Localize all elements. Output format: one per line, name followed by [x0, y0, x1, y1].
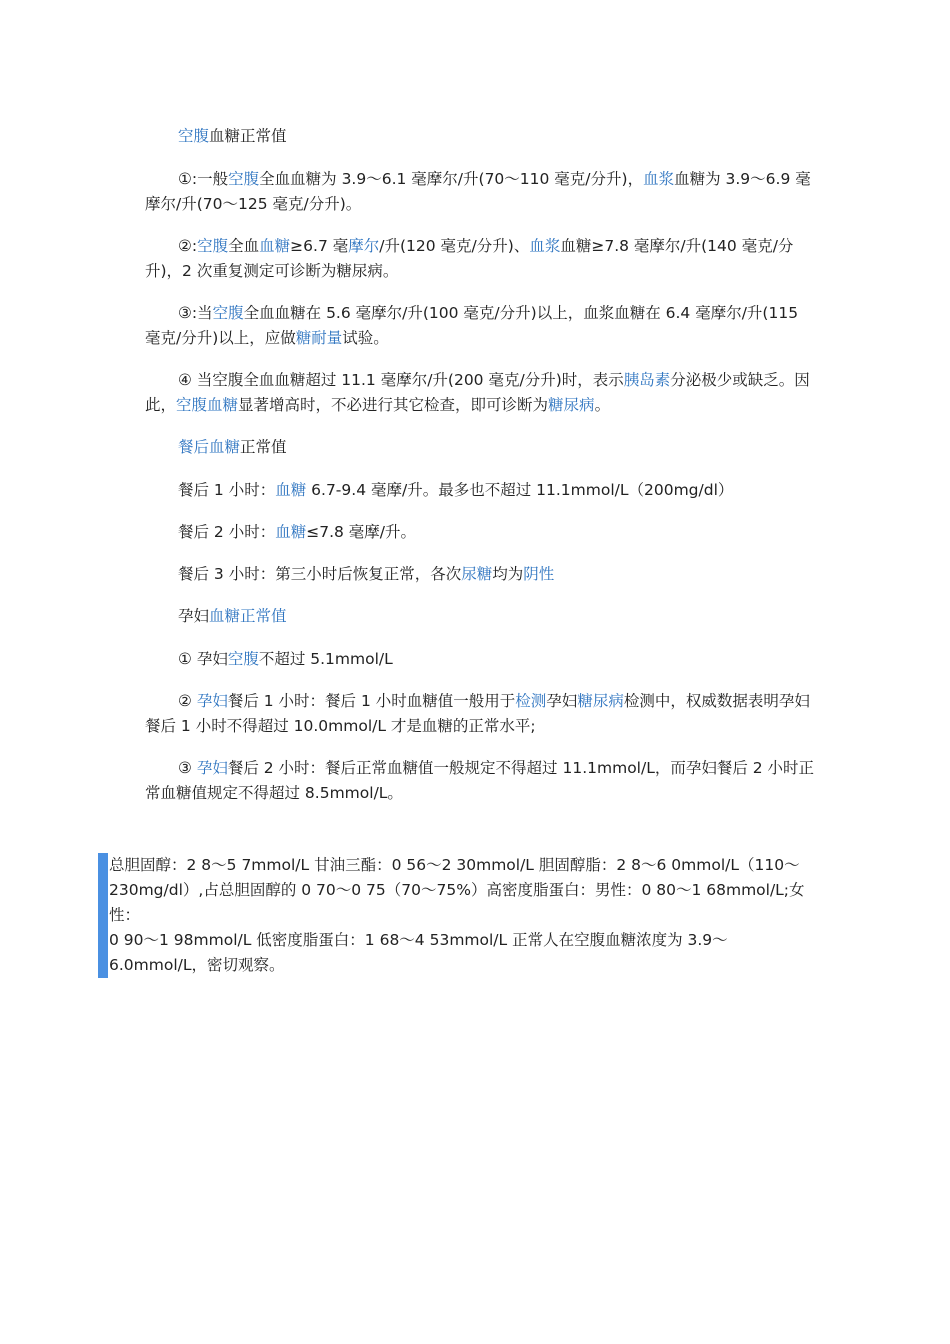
- paragraph-pregnant-3: [145, 756, 815, 806]
- paragraph-postmeal-3: [145, 562, 815, 587]
- text-segment: ②:: [178, 237, 198, 255]
- text-segment: 不超过 5.1mmol/L: [258, 650, 393, 668]
- keyword-link[interactable]: 血糖: [275, 523, 307, 541]
- keyword-link[interactable]: 血糖: [275, 481, 307, 499]
- keyword-link[interactable]: 空腹: [197, 237, 229, 255]
- keyword-link[interactable]: 空腹: [228, 170, 260, 188]
- text-segment: 餐后 2 小时：: [178, 523, 276, 541]
- text-segment: 试验。: [342, 329, 389, 347]
- note-line: 6.0mmol/L，密切观察。: [109, 956, 285, 974]
- text-segment: 餐后 2 小时：餐后正常血糖值一般规定不得超过 11.1mmol/L，而孕妇餐后 2 小时正常血糖值规定不得超过 8.5mmol/L。: [145, 759, 815, 802]
- text-segment: 分泌极少或缺乏。因此，: [145, 371, 810, 414]
- cholesterol-note: [98, 853, 829, 978]
- keyword-link[interactable]: 糖尿病: [548, 396, 595, 414]
- keyword-link[interactable]: 孕妇: [196, 759, 228, 777]
- text-segment: 全血血糖为 3.9～6.1 毫摩尔/升(70～110 毫克/分升)，: [259, 170, 644, 188]
- article-body: [145, 124, 815, 823]
- paragraph-postmeal-1: [145, 478, 815, 503]
- keyword-link[interactable]: 尿糖: [461, 565, 493, 583]
- paragraph-pregnant-2: [145, 689, 815, 739]
- keyword-link[interactable]: 糖耐量: [295, 329, 343, 347]
- text-segment: 。: [594, 396, 611, 414]
- keyword-link[interactable]: 糖尿病: [577, 692, 624, 710]
- keyword-link[interactable]: 检测: [515, 692, 547, 710]
- section-heading-pregnant-heading: [145, 604, 815, 629]
- keyword-link[interactable]: 空腹: [178, 127, 210, 145]
- text-segment: 血糖正常值: [209, 127, 287, 145]
- paragraph-pregnant-1: [145, 647, 815, 672]
- keyword-link[interactable]: 血浆: [643, 170, 675, 188]
- text-segment: 孕妇: [546, 692, 578, 710]
- text-segment: /升(120 毫克/分升)、: [379, 237, 530, 255]
- text-segment: 均为: [492, 565, 524, 583]
- keyword-link[interactable]: 摩尔: [348, 237, 380, 255]
- text-segment: ≥6.7 毫: [290, 237, 349, 255]
- section-heading-postmeal-heading: [145, 435, 815, 460]
- paragraph-fasting-3: [145, 301, 815, 351]
- text-segment: 检测中，权威数据表明孕妇餐后 1 小时不得超过 10.0mmol/L 才是血糖的正常水平;: [145, 692, 810, 735]
- text-segment: ≤7.8 毫摩/升。: [306, 523, 417, 541]
- keyword-link[interactable]: 空腹: [227, 650, 259, 668]
- text-segment: ①:一般: [178, 170, 229, 188]
- text-segment: 餐后 1 小时：餐后 1 小时血糖值一般用于: [227, 692, 516, 710]
- paragraph-fasting-4: [145, 368, 815, 418]
- keyword-link[interactable]: 血糖: [259, 237, 291, 255]
- text-segment: ③:当: [178, 304, 213, 322]
- section-heading-fasting-heading: [145, 124, 815, 149]
- keyword-link[interactable]: 阴性: [523, 565, 555, 583]
- text-segment: 餐后 1 小时：: [178, 481, 276, 499]
- note-line: 总胆固醇：2 8～5 7mmol/L 甘油三酯：0 56～2 30mmol/L 胆固醇脂：2 8～6 0mmol/L（110～: [109, 856, 800, 874]
- keyword-link[interactable]: 血浆: [529, 237, 561, 255]
- text-segment: 6.7-9.4 毫摩/升。最多也不超过 11.1mmol/L（200mg/dl）: [306, 481, 734, 499]
- text-segment: ④ 当空腹全血血糖超过 11.1 毫摩尔/升(200 毫克/分升)时，表示: [178, 371, 624, 389]
- keyword-link[interactable]: 餐后血糖: [178, 438, 241, 456]
- text-segment: 血糖≥7.8 毫摩尔/升(140 毫克/分升)，2 次重复测定可诊断为糖尿病。: [145, 237, 794, 280]
- paragraph-fasting-2: [145, 234, 815, 284]
- text-segment: 孕妇: [178, 607, 210, 625]
- note-line: 230mg/dl）,占总胆固醇的 0 70～0 75（70～75%）高密度脂蛋白：男性：0 80～1 68mmol/L;女性：: [109, 881, 805, 924]
- paragraph-postmeal-2: [145, 520, 815, 545]
- keyword-link[interactable]: 胰岛素: [623, 371, 671, 389]
- text-segment: 餐后 3 小时：第三小时后恢复正常，各次: [178, 565, 462, 583]
- keyword-link[interactable]: 空腹血糖: [176, 396, 239, 414]
- text-segment: 全血血糖在 5.6 毫摩尔/升(100 毫克/分升)以上，血浆血糖在 6.4 毫摩尔/升(115 毫克/分升)以上，应做: [145, 304, 799, 347]
- keyword-link[interactable]: 血糖正常值: [209, 607, 287, 625]
- text-segment: ③: [178, 759, 197, 777]
- text-segment: 全血: [228, 237, 260, 255]
- note-line: 0 90～1 98mmol/L 低密度脂蛋白：1 68～4 53mmol/L 正常人在空腹血糖浓度为 3.9～: [109, 931, 728, 949]
- text-segment: ① 孕妇: [178, 650, 228, 668]
- text-segment: 正常值: [240, 438, 287, 456]
- keyword-link[interactable]: 空腹: [212, 304, 244, 322]
- text-segment: 显著增高时，不必进行其它检查，即可诊断为: [238, 396, 549, 414]
- text-segment: ②: [178, 692, 197, 710]
- text-segment: 血糖为 3.9～6.9 毫摩尔/升(70～125 毫克/分升)。: [145, 170, 811, 213]
- paragraph-fasting-1: [145, 167, 815, 217]
- keyword-link[interactable]: 孕妇: [196, 692, 228, 710]
